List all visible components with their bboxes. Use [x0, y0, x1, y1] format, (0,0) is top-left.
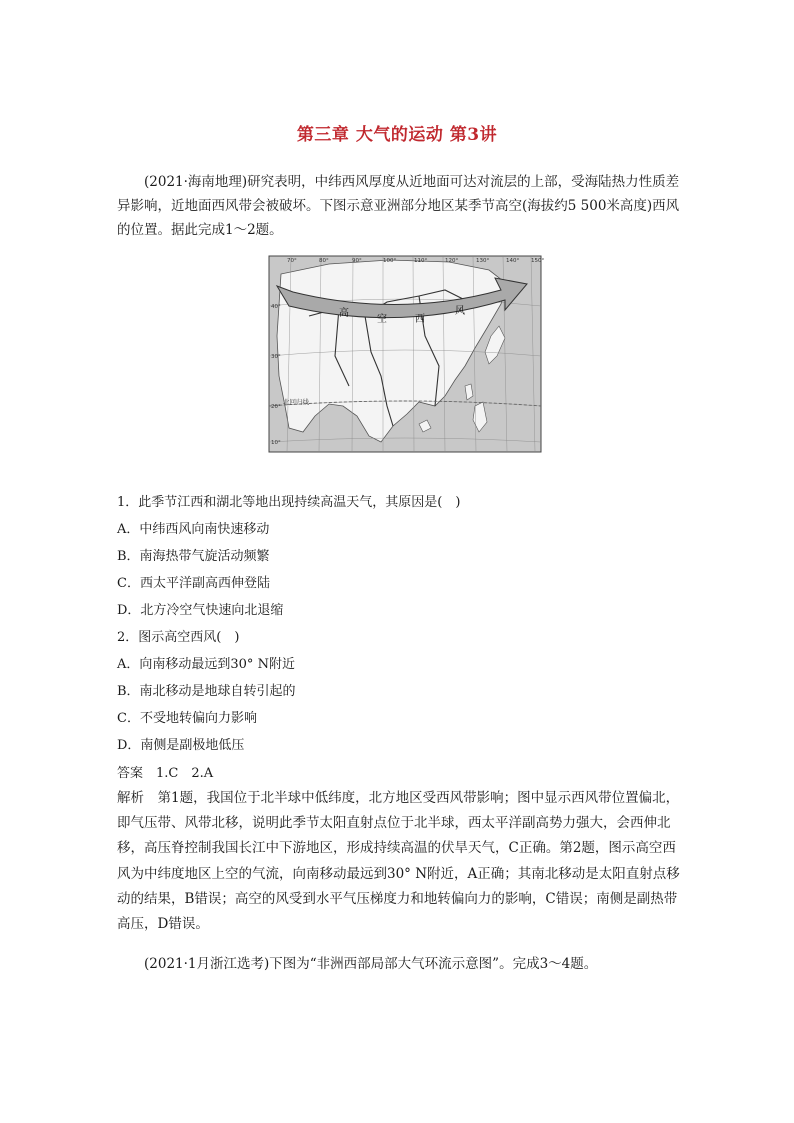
analysis-paragraph: 解析 第1题，我国位于北半球中低纬度，北方地区受西风带影响；图中显示西风带位置偏北，即气压带、风带北移，说明此季节太阳直射点位于北半球，西太平洋副高势力强大，会西伸北移，高压脊控制我国长江中下游地区，形成持续高温的伏旱天气，C正确。第2题，图示高空西风为中纬度地区上空的气流，向南移动最远到30° N附近，A正确；其南北移动是太阳直射点移动的结果，B错误；高空的风受到水平气压梯度力和地转偏向力的影响，C错误；南侧是副热带高压，D错误。 [117, 790, 680, 933]
tropic-label: 北回归线 [283, 398, 309, 406]
arrow-char: 风 [455, 306, 465, 317]
question-2-option-d: D．南侧是副极地低压 [117, 738, 245, 753]
longitude-label: 100° [383, 258, 397, 264]
longitude-label: 150° [531, 258, 545, 264]
asia-westerlies-map [269, 256, 545, 452]
question-intro-1: (2021·海南地理)研究表明，中纬西风厚度从近地面可达对流层的上部，受海陆热力性质差异影响，近地面西风带会被破坏。下图示意亚洲部分地区某季节高空(海拔约5 500米高度)西风的位置。据此完成1～2题。 [117, 174, 680, 238]
question-1-option-b: B．南海热带气旋活动频繁 [117, 549, 270, 564]
longitude-label: 110° [414, 258, 428, 264]
latitude-label: 40° [271, 304, 281, 310]
question-2-option-b: B．南北移动是地球自转引起的 [117, 684, 296, 699]
latitude-label: 20° [271, 404, 281, 410]
longitude-label: 140° [506, 258, 520, 264]
question-2-option-a: A．向南移动最远到30° N附近 [117, 657, 295, 672]
longitude-label: 120° [445, 258, 459, 264]
question-1-stem: 1．此季节江西和湖北等地出现持续高温天气，其原因是( ) [117, 495, 461, 510]
question-1-option-d: D．北方冷空气快速向北退缩 [117, 603, 284, 618]
question-1-option-a: A．中纬西风向南快速移动 [117, 522, 270, 537]
question-intro-2: (2021·1月浙江选考)下图为“非洲西部局部大气环流示意图”。完成3～4题。 [144, 956, 598, 972]
question-2-stem: 2．图示高空西风( ) [117, 630, 240, 645]
longitude-label: 80° [319, 258, 329, 264]
latitude-label: 10° [271, 440, 281, 446]
answer-line: 答案 1.C 2.A [117, 766, 214, 781]
arrow-char: 高 [339, 308, 349, 319]
longitude-label: 70° [287, 258, 297, 264]
longitude-label: 90° [352, 258, 362, 264]
page-title: 第三章 大气的运动 第3讲 [296, 125, 498, 145]
longitude-label: 130° [476, 258, 490, 264]
latitude-label: 30° [271, 354, 281, 360]
arrow-char: 空 [377, 314, 387, 325]
arrow-char: 西 [415, 314, 425, 325]
question-1-option-c: C．西太平洋副高西伸登陆 [117, 576, 270, 591]
question-2-option-c: C．不受地转偏向力影响 [117, 711, 257, 726]
